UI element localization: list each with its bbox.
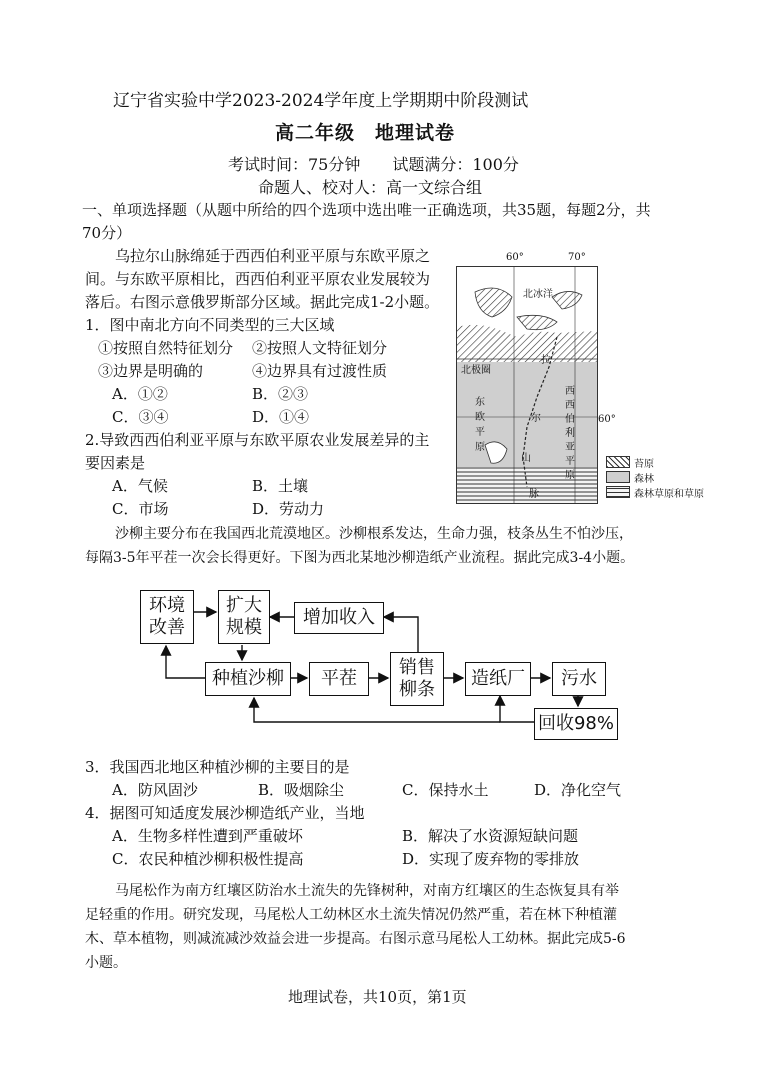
question-2-stem: 2.导致西西伯利亚平原与东欧平原农业发展差异的主 <box>85 431 430 449</box>
group1-intro: 间。与东欧平原相比，西西伯利亚平原农业发展较为 <box>85 270 431 288</box>
flow-sewage: 污水 <box>552 662 606 696</box>
q1-statement-1: ①按照自然特征划分 <box>98 339 234 357</box>
flow-sell-branches <box>390 652 444 706</box>
group2-intro: 沙柳主要分布在我国西北荒漠地区。沙柳根系发达，生命力强，枝条丛生不怕沙压， <box>115 526 633 542</box>
exam-title: 高二年级 地理试卷 <box>275 122 456 144</box>
q1-statement-2: ②按照人文特征划分 <box>252 339 388 357</box>
flow-env-line1: 环境 <box>149 595 185 616</box>
group1-intro: 乌拉尔山脉绵延于西西伯利亚平原与东欧平原之 <box>115 247 431 265</box>
flow-sell-line2: 柳条 <box>399 679 435 700</box>
map-lon-60: 60° <box>506 252 524 263</box>
q2-option-b[interactable]: B．土壤 <box>252 477 309 495</box>
legend-steppe: 森林草原和草原 <box>634 489 704 500</box>
map-label-arctic-ocean: 北冰洋 <box>523 289 553 300</box>
flow-expand-scale <box>218 590 270 644</box>
question-3-stem: 3．我国西北地区种植沙柳的主要目的是 <box>85 758 350 776</box>
q2-option-c[interactable]: C．市场 <box>112 500 169 518</box>
flow-env-line2: 改善 <box>149 617 185 638</box>
q1-option-a[interactable]: A．①② <box>112 385 168 403</box>
map-label-ural-char: 尔 <box>531 413 541 424</box>
group1-intro: 落后。右图示意俄罗斯部分区域。据此完成1-2小题。 <box>85 293 440 311</box>
group3-intro: 小题。 <box>85 955 127 971</box>
map-label-west-siberia: 西西伯利亚平原 <box>565 386 575 481</box>
map-label-arctic-circle: 北极圈 <box>461 365 491 376</box>
q3-option-c[interactable]: C．保持水土 <box>402 781 489 799</box>
group3-intro: 马尾松作为南方红壤区防治水土流失的先锋树种，对南方红壤区的生态恢复具有举 <box>115 883 619 899</box>
legend-forest: 森林 <box>634 474 654 485</box>
q4-option-c[interactable]: C．农民种植沙柳积极性提高 <box>112 850 304 868</box>
q3-option-b[interactable]: B．吸烟除尘 <box>258 781 345 799</box>
flow-paper-mill: 造纸厂 <box>465 662 531 696</box>
map-lon-70: 70° <box>568 252 586 263</box>
flow-stubble-cut: 平茬 <box>309 662 369 696</box>
question-2-stem-cont: 要因素是 <box>85 454 146 472</box>
q4-option-a[interactable]: A．生物多样性遭到严重破坏 <box>112 827 303 845</box>
question-1-stem: 1．图中南北方向不同类型的三大区域 <box>85 316 335 334</box>
q4-option-d[interactable]: D．实现了废弃物的零排放 <box>402 850 580 868</box>
school-exam-line: 辽宁省实验中学2023-2024学年度上学期期中阶段测试 <box>113 91 529 111</box>
q1-statement-4: ④边界具有过渡性质 <box>252 362 388 380</box>
q1-option-c[interactable]: C．③④ <box>112 408 169 426</box>
q4-option-b[interactable]: B．解决了水资源短缺问题 <box>402 827 579 845</box>
flow-plant-willow: 种植沙柳 <box>205 662 291 696</box>
legend-tundra: 苔原 <box>634 459 654 470</box>
page-footer: 地理试卷，共10页，第1页 <box>288 988 467 1006</box>
exam-time-score: 考试时间：75分钟 试题满分：100分 <box>228 155 519 174</box>
flow-increase-income: 增加收入 <box>294 602 384 634</box>
group3-intro: 足轻重的作用。研究发现，马尾松人工幼林区水土流失情况仍然严重，若在林下种植灌 <box>85 907 617 923</box>
map-label-ural-char: 脉 <box>529 489 539 500</box>
flow-env-improve <box>140 590 194 644</box>
map-label-ural-char: 山 <box>521 453 531 464</box>
group3-intro: 木、草本植物，则减流减沙效益会进一步提高。右图示意马尾松人工幼林。据此完成5-6 <box>85 931 626 947</box>
section-heading-cont: 70分） <box>82 224 132 242</box>
section-heading: 一、单项选择题（从题中所给的四个选项中选出唯一正确选项，共35题，每题2分，共 <box>82 201 651 219</box>
q2-option-a[interactable]: A．气候 <box>112 477 168 495</box>
flow-sell-line1: 销售 <box>399 657 435 678</box>
map-label-ural-char: 拉 <box>541 355 551 366</box>
flow-recycle: 回收98% <box>534 708 618 740</box>
q3-option-d[interactable]: D．净化空气 <box>534 781 622 799</box>
exam-authors: 命题人、校对人：高一文综合组 <box>258 178 483 197</box>
q1-option-b[interactable]: B．②③ <box>252 385 309 403</box>
flow-expand-line2: 规模 <box>226 617 262 638</box>
map-label-east-europe: 东欧平原 <box>475 397 485 453</box>
q3-option-a[interactable]: A．防风固沙 <box>112 781 198 799</box>
q2-option-d[interactable]: D．劳动力 <box>252 500 325 518</box>
question-4-stem: 4．据图可知适度发展沙柳造纸产业，当地 <box>85 804 365 822</box>
q1-statement-3: ③边界是明确的 <box>98 362 204 380</box>
map-lat-60: 60° <box>598 414 616 425</box>
group2-intro: 每隔3-5年平茬一次会长得更好。下图为西北某地沙柳造纸产业流程。据此完成3-4小题。 <box>85 550 635 566</box>
flow-expand-line1: 扩大 <box>226 595 262 616</box>
q1-option-d[interactable]: D．①④ <box>252 408 310 426</box>
